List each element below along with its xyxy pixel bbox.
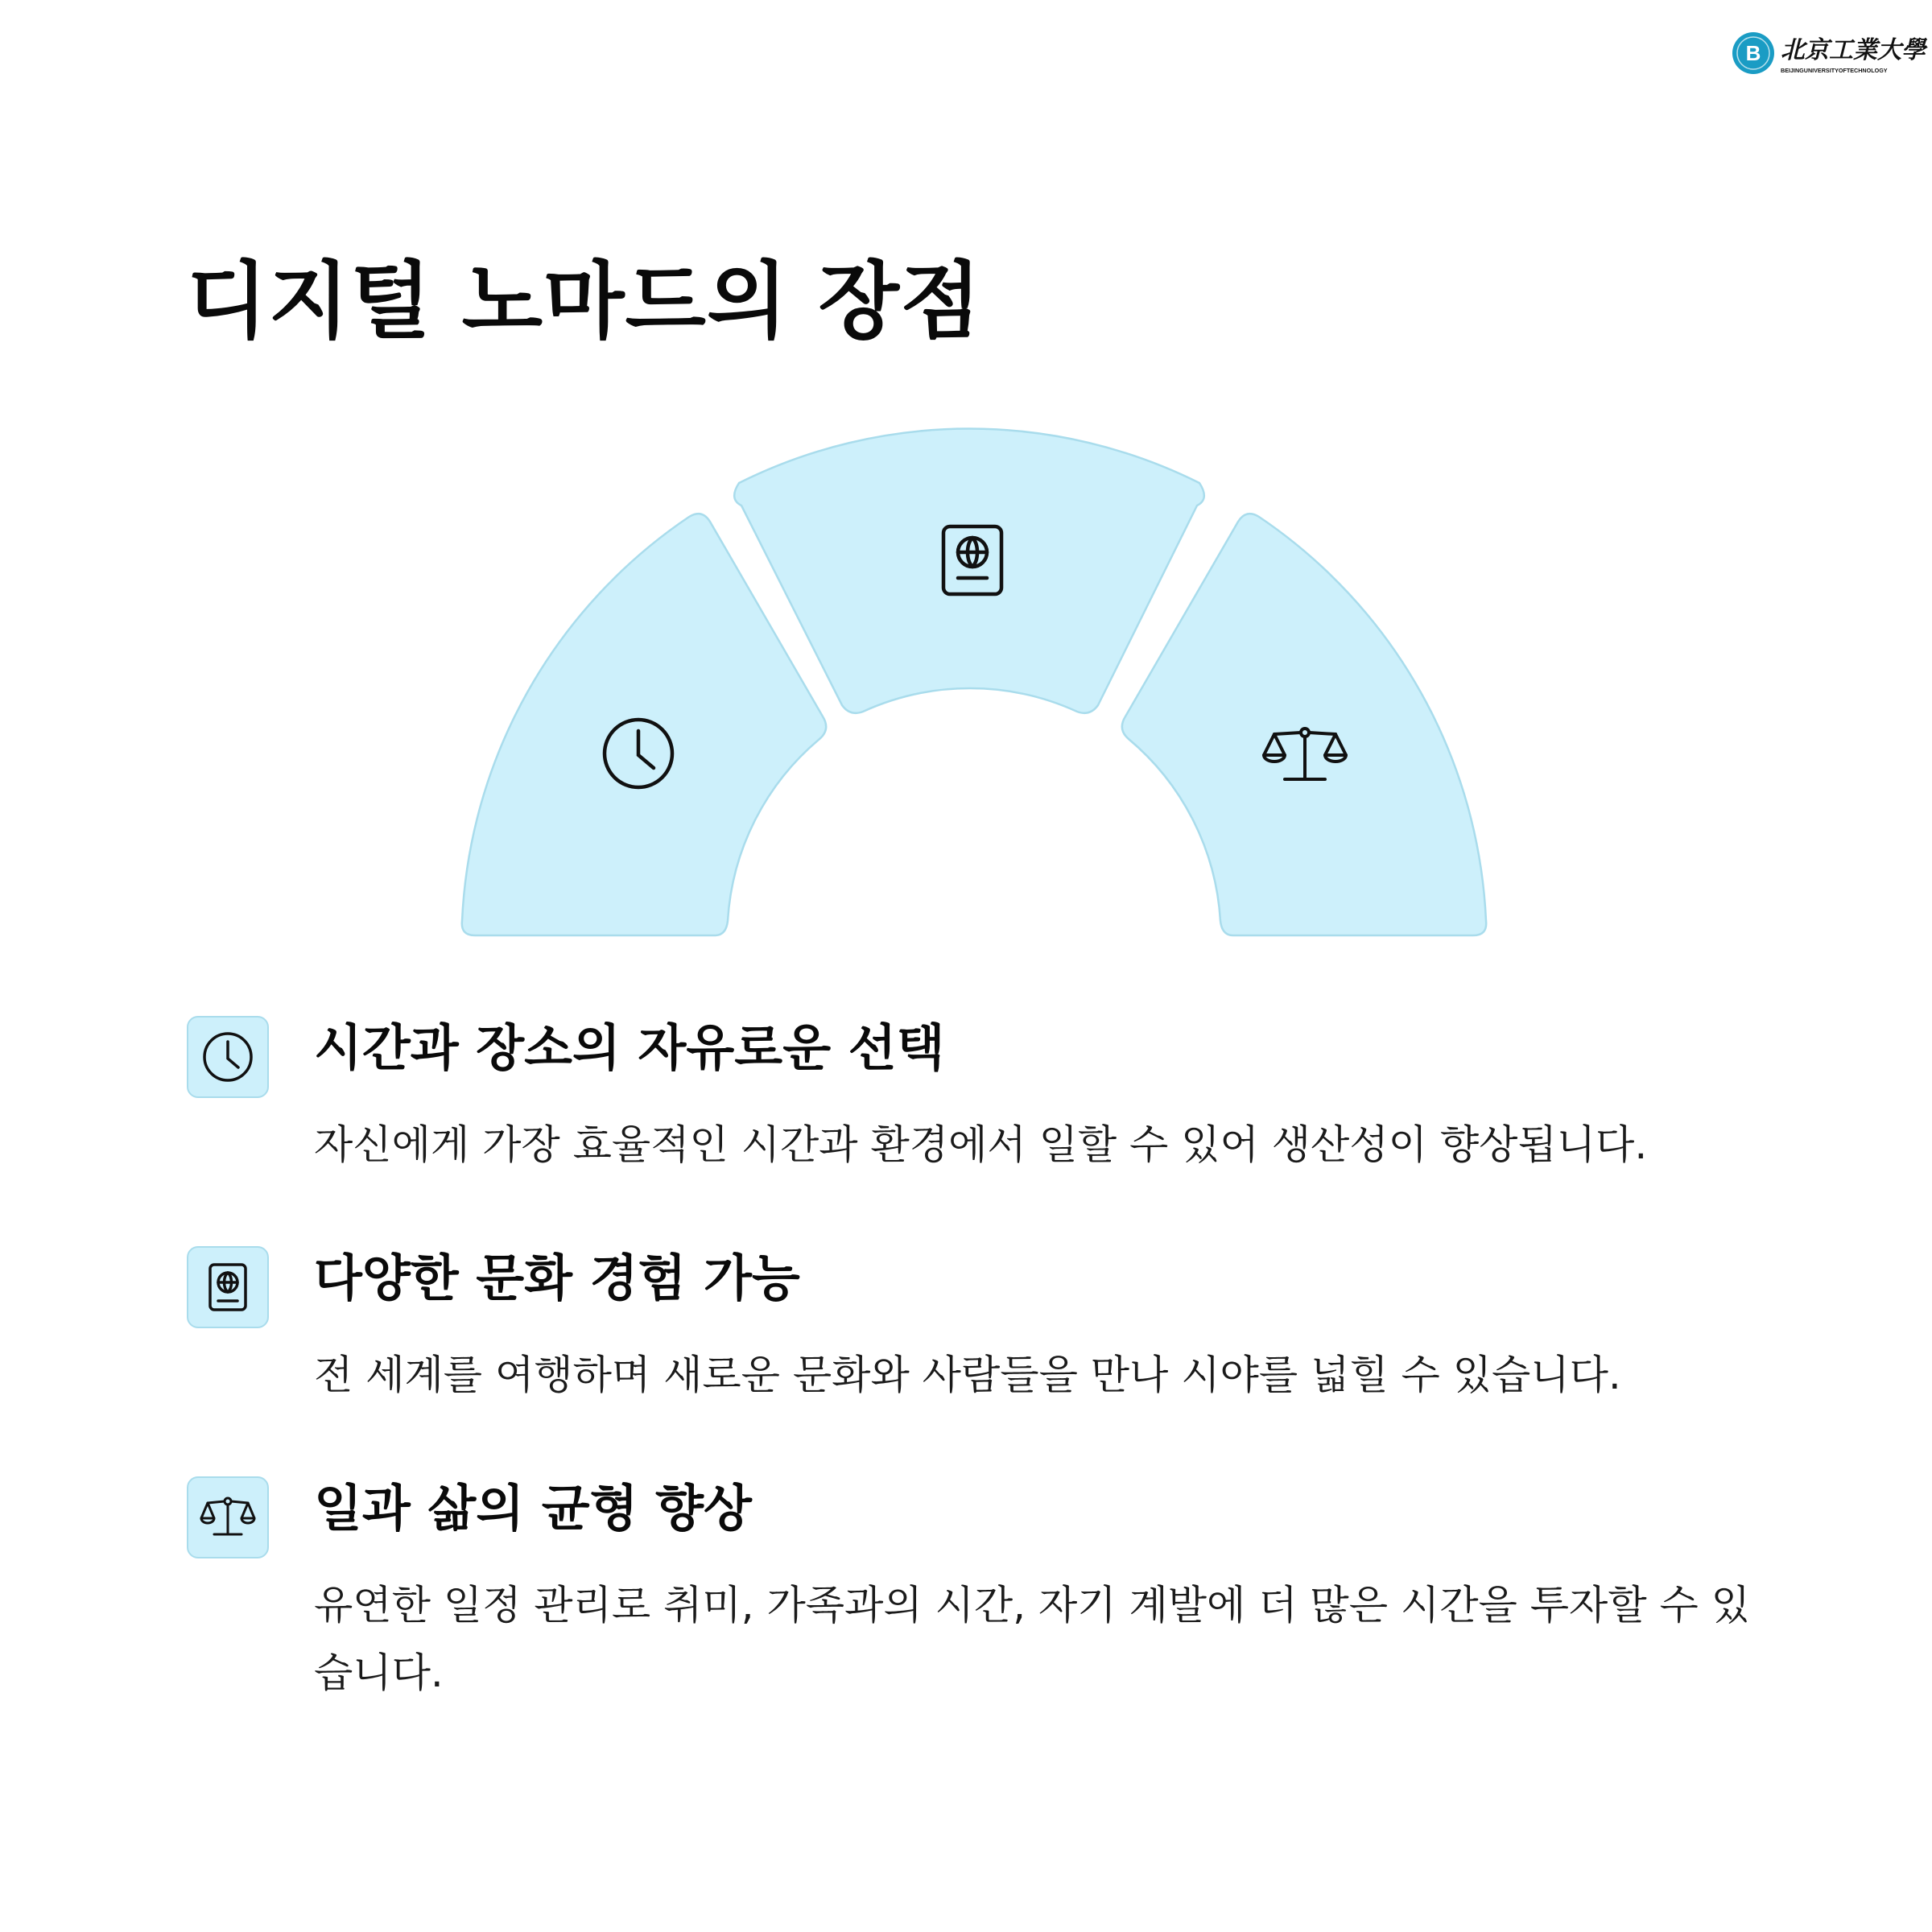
item-title: 다양한 문화 경험 가능 [314, 1249, 800, 1307]
scale-icon [200, 1489, 256, 1546]
item-description: 자신에게 가장 효율적인 시간과 환경에서 일할 수 있어 생산성이 향상됩니다. [314, 1121, 1648, 1168]
arc-diagram [451, 419, 1497, 950]
item-description: 유연한 일정 관리로 취미, 가족과의 시간, 자기 계발에 더 많은 시간을 투자할 수 있습니다. [314, 1582, 1751, 1696]
arc-segment-left [462, 514, 826, 935]
logo-badge-letter: B [1745, 41, 1761, 65]
logo-name-cn: 北京工業大學 [1781, 36, 1926, 64]
item-icon-box [187, 1016, 269, 1098]
clock-icon [200, 1029, 256, 1085]
arc-segment-right [1122, 514, 1486, 935]
logo-name-en: BEIJINGUNIVERSITYOFTECHNOLOGY [1781, 67, 1888, 74]
item-icon-box [187, 1476, 269, 1558]
item-title: 시간과 장소의 자유로운 선택 [314, 1018, 945, 1077]
item-title: 일과 삶의 균형 향상 [314, 1479, 752, 1538]
page-title: 디지털 노마드의 장점 [187, 252, 982, 350]
arc-segment-middle [734, 429, 1204, 713]
item-description: 전 세계를 여행하며 새로운 문화와 사람들을 만나 시야를 넓힐 수 있습니다. [314, 1352, 1621, 1398]
passport-icon [200, 1259, 256, 1315]
university-logo [1731, 29, 1926, 82]
item-icon-box [187, 1246, 269, 1328]
